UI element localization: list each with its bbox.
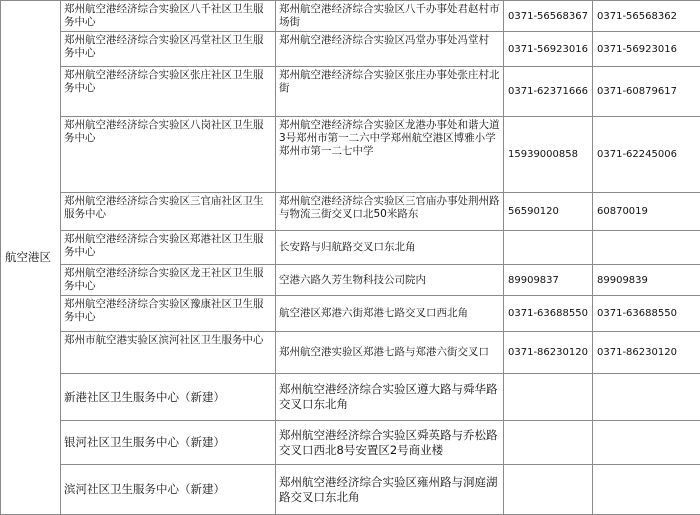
phone-1: 0371-86230120 xyxy=(504,332,593,374)
center-address: 郑州航空港经济综合实验区舜英路与乔松路交叉口西北8号安置区2号商业楼 xyxy=(276,421,504,465)
table-row xyxy=(1,421,700,465)
table-row xyxy=(1,67,700,117)
center-address: 郑州航空港实验区郑港七路与郑港六街交叉口 xyxy=(276,332,504,374)
phone-1 xyxy=(504,231,593,265)
center-name: 郑州航空港经济综合实验区豫康社区卫生服务中心 xyxy=(61,296,276,332)
phone-1 xyxy=(504,374,593,421)
center-name: 郑州航空港经济综合实验区张庄社区卫生服务中心 xyxy=(61,67,276,117)
phone-2: 0371-56923016 xyxy=(593,32,700,67)
center-address: 空港六路久芳生物科技公司院内 xyxy=(276,265,504,296)
phone-1: 0371-56923016 xyxy=(504,32,593,67)
table-row xyxy=(1,1,700,32)
center-name: 郑州航空港经济综合实验区龙王社区卫生服务中心 xyxy=(61,265,276,296)
phone-2: 60870019 xyxy=(593,193,700,231)
center-name: 郑州航空港经济综合实验区冯堂社区卫生服务中心 xyxy=(61,32,276,67)
phone-1: 56590120 xyxy=(504,193,593,231)
phone-1: 15939000858 xyxy=(504,117,593,193)
center-address: 长安路与归航路交叉口东北角 xyxy=(276,231,504,265)
table-row xyxy=(1,117,700,193)
phone-2 xyxy=(593,465,700,515)
phone-1: 0371-56568367 xyxy=(504,1,593,32)
table-row xyxy=(1,332,700,374)
phone-2: 0371-63688550 xyxy=(593,296,700,332)
center-name: 郑州航空港经济综合实验区郑港社区卫生服务中心 xyxy=(61,231,276,265)
center-address: 郑州航空港经济综合实验区龙港办事处和谐大道3号郑州市第一二六中学郑州航空港区博雅小学郑州市第一二七中学 xyxy=(276,117,504,193)
center-name: 郑州航空港经济综合实验区八岗社区卫生服务中心 xyxy=(61,117,276,193)
phone-2: 0371-56568362 xyxy=(593,1,700,32)
center-address: 郑州航空港经济综合实验区三官庙办事处荆州路与物流三街交叉口北50米路东 xyxy=(276,193,504,231)
phone-2: 0371-86230120 xyxy=(593,332,700,374)
phone-1: 0371-63688550 xyxy=(504,296,593,332)
table-row xyxy=(1,296,700,332)
phone-1 xyxy=(504,465,593,515)
phone-1: 0371-62371666 xyxy=(504,67,593,117)
phone-2: 89909839 xyxy=(593,265,700,296)
phone-1 xyxy=(504,421,593,465)
center-address: 郑州航空港经济综合实验区冯堂办事处冯堂村 xyxy=(276,32,504,67)
table-row xyxy=(1,193,700,231)
center-name: 新港社区卫生服务中心（新建） xyxy=(61,374,276,421)
center-address: 郑州航空港经济综合实验区张庄办事处张庄村北街 xyxy=(276,67,504,117)
table-row xyxy=(1,231,700,265)
center-name: 郑州航空港经济综合实验区八千社区卫生服务中心 xyxy=(61,1,276,32)
phone-2 xyxy=(593,374,700,421)
table-row xyxy=(1,465,700,515)
center-address: 郑州航空港经济综合实验区遵大路与舜华路交叉口东北角 xyxy=(276,374,504,421)
center-name: 郑州航空港经济综合实验区三官庙社区卫生服务中心 xyxy=(61,193,276,231)
center-name: 滨河社区卫生服务中心（新建） xyxy=(61,465,276,515)
district-cell: 航空港区 xyxy=(1,1,61,515)
center-address: 郑州航空港经济综合实验区八千办事处君赵村市场街 xyxy=(276,1,504,32)
center-address: 郑州航空港经济综合实验区雍州路与洞庭湖路交叉口东北角 xyxy=(276,465,504,515)
phone-2: 0371-62245006 xyxy=(593,117,700,193)
phone-2 xyxy=(593,231,700,265)
table-row xyxy=(1,32,700,67)
table-row xyxy=(1,374,700,421)
phone-2 xyxy=(593,421,700,465)
center-address: 航空港区郑港六街郑港七路交叉口西北角 xyxy=(276,296,504,332)
phone-2: 0371-60879617 xyxy=(593,67,700,117)
table-row xyxy=(1,265,700,296)
phone-1: 89909837 xyxy=(504,265,593,296)
center-name: 郑州市航空港实验区滨河社区卫生服务中心 xyxy=(61,332,276,374)
center-name: 银河社区卫生服务中心（新建） xyxy=(61,421,276,465)
